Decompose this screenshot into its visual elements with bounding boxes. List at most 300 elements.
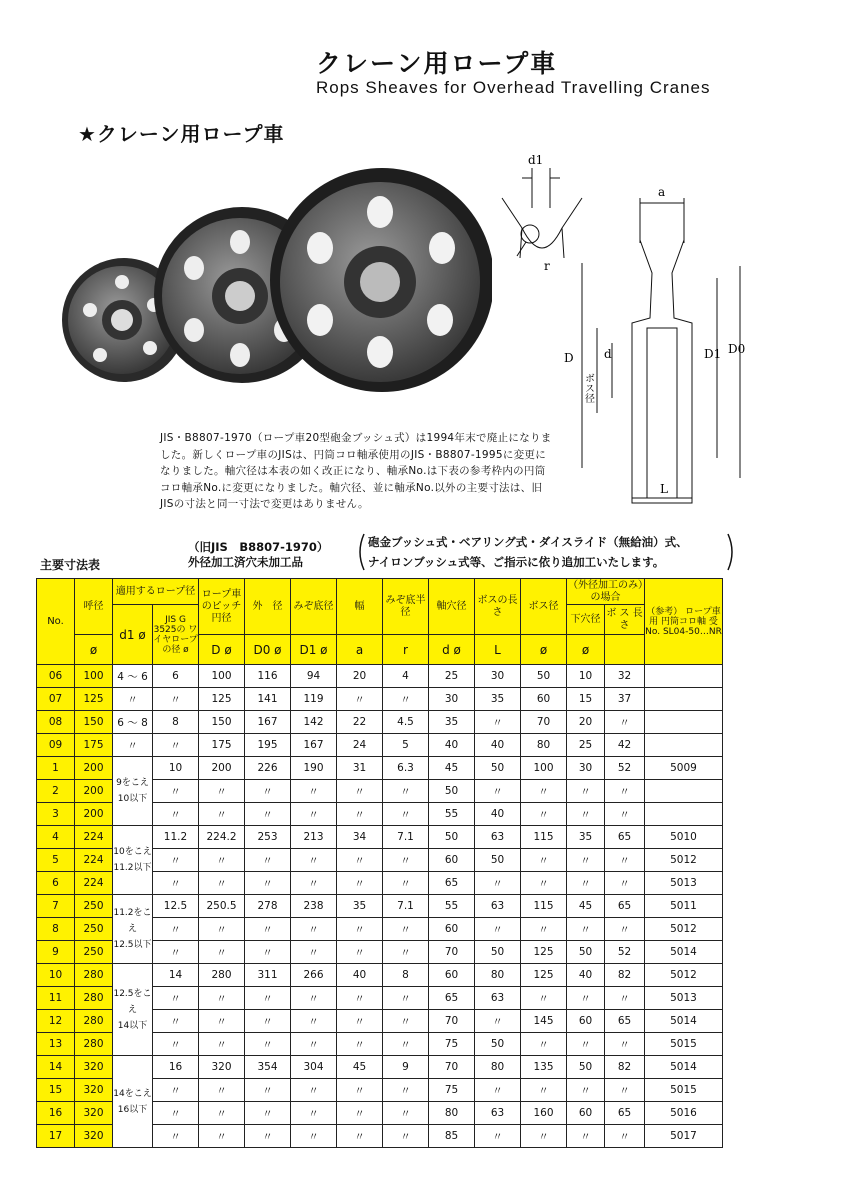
cell-ref: 5011 (645, 895, 723, 918)
cell-d1: 304 (291, 1056, 337, 1079)
cell-d: 60 (429, 849, 475, 872)
rope-range-lower: 12.5をこえ (113, 988, 152, 1015)
cell-l: 50 (475, 1033, 521, 1056)
cell-d1: 〃 (291, 872, 337, 895)
cell-a: 〃 (337, 1125, 383, 1148)
cell-ref: 5016 (645, 1102, 723, 1125)
cell-nominal: 320 (75, 1125, 113, 1148)
cell-no: 3 (37, 803, 75, 826)
cell-no: 11 (37, 987, 75, 1010)
cell-nominal: 280 (75, 1033, 113, 1056)
old-jis-line2: 外径加工済穴未加工品 (188, 555, 303, 569)
cell-d1: 〃 (291, 780, 337, 803)
cell-boss: 〃 (521, 918, 567, 941)
cell-pilot: 〃 (567, 872, 605, 895)
cell-boss: 125 (521, 964, 567, 987)
cell-rope-range (113, 964, 153, 1056)
cell-rope-range (113, 826, 153, 895)
cell-pilot: 〃 (567, 1125, 605, 1148)
cell-l: 〃 (475, 918, 521, 941)
cell-ref (645, 734, 723, 757)
header-nominal-sym: ø (75, 635, 113, 665)
cell-jis-wire: 12.5 (153, 895, 199, 918)
header-no: No. (37, 579, 75, 665)
cell-rope-d1: 6 ～ 8 (113, 711, 153, 734)
cell-d: 〃 (199, 1010, 245, 1033)
header-reference: （参考） ロープ車用 円筒コロ軸 受No. SL04-50…NR (645, 579, 723, 665)
cell-no: 14 (37, 1056, 75, 1079)
sheave-large (270, 168, 492, 392)
cell-d: 〃 (199, 849, 245, 872)
cell-jis-wire: 11.2 (153, 826, 199, 849)
cell-a: 24 (337, 734, 383, 757)
diagram-label-r: r (544, 259, 550, 273)
cell-d0: 〃 (245, 1125, 291, 1148)
cell-no: 5 (37, 849, 75, 872)
diagram-label-L: L (660, 482, 668, 496)
cell-jis-wire: 14 (153, 964, 199, 987)
header-outer-sym: D0 ø (245, 635, 291, 665)
cell-d0: 311 (245, 964, 291, 987)
cell-boss: 〃 (521, 1125, 567, 1148)
cell-a: 22 (337, 711, 383, 734)
table-row (37, 665, 723, 688)
cell-nominal: 175 (75, 734, 113, 757)
cell-r: 〃 (383, 1010, 429, 1033)
cell-blen: 〃 (605, 918, 645, 941)
cell-blen: 65 (605, 826, 645, 849)
cell-nominal: 280 (75, 1010, 113, 1033)
header-bore-sym: d ø (429, 635, 475, 665)
cell-boss: 〃 (521, 780, 567, 803)
cell-jis-wire: 〃 (153, 872, 199, 895)
cell-l: 40 (475, 803, 521, 826)
header-boss-length2: ボ ス 長 さ (605, 605, 645, 635)
cell-rope-range (113, 895, 153, 964)
cell-rope-range (113, 757, 153, 826)
cell-ref (645, 665, 723, 688)
cell-jis-wire: 〃 (153, 734, 199, 757)
cell-ref: 5010 (645, 826, 723, 849)
cell-a: 〃 (337, 780, 383, 803)
cell-blen: 〃 (605, 1033, 645, 1056)
cell-d: 35 (429, 711, 475, 734)
cell-d: 〃 (199, 1125, 245, 1148)
cell-l: 80 (475, 1056, 521, 1079)
table-row (37, 734, 723, 757)
rope-range-lower: 11.2をこえ (113, 908, 152, 934)
cell-pilot: 〃 (567, 803, 605, 826)
cell-boss: 〃 (521, 987, 567, 1010)
cell-d: 200 (199, 757, 245, 780)
cell-blen: 52 (605, 941, 645, 964)
cell-d: 75 (429, 1079, 475, 1102)
diagram-label-D0: D0 (728, 342, 746, 356)
diagram-label-d1: d1 (528, 153, 544, 167)
cell-boss: 〃 (521, 803, 567, 826)
cell-boss: 70 (521, 711, 567, 734)
cell-l: 〃 (475, 780, 521, 803)
table-row (37, 757, 723, 780)
cell-jis-wire: 〃 (153, 1102, 199, 1125)
cell-nominal: 320 (75, 1079, 113, 1102)
cell-blen: 〃 (605, 803, 645, 826)
cell-blen: 82 (605, 1056, 645, 1079)
cell-jis-wire: 〃 (153, 918, 199, 941)
cell-d0: 〃 (245, 1102, 291, 1125)
header-rope-d1: d1 ø (113, 605, 153, 665)
cell-d0: 253 (245, 826, 291, 849)
header-pitch: ロープ車のピッチ円径 (199, 579, 245, 635)
cell-d: 65 (429, 987, 475, 1010)
cell-no: 08 (37, 711, 75, 734)
cell-blen: 〃 (605, 872, 645, 895)
table-title: 主要寸法表 (40, 558, 101, 572)
cell-d0: 〃 (245, 1010, 291, 1033)
cell-nominal: 200 (75, 780, 113, 803)
cell-d: 250.5 (199, 895, 245, 918)
cell-l: 50 (475, 941, 521, 964)
cell-pilot: 15 (567, 688, 605, 711)
cell-blen: 52 (605, 757, 645, 780)
cell-d: 〃 (199, 918, 245, 941)
cell-pilot: 45 (567, 895, 605, 918)
cell-d0: 〃 (245, 849, 291, 872)
cell-pilot: 60 (567, 1102, 605, 1125)
old-jis-caption (188, 540, 328, 570)
cell-nominal: 150 (75, 711, 113, 734)
cell-pilot: 60 (567, 1010, 605, 1033)
cell-no: 06 (37, 665, 75, 688)
cell-r: 〃 (383, 849, 429, 872)
cell-nominal: 125 (75, 688, 113, 711)
cell-boss: 〃 (521, 849, 567, 872)
cell-boss: 160 (521, 1102, 567, 1125)
jis-revision-note: JIS・B8807-1970（ロープ車20型砲金ブッシュ式）は1994年末で廃止になりました。新しくロープ車のJISは、円筒コロ軸承使用のJIS・B8807-1995に変更になりました。軸穴径は本表の如く改正になり、軸承No.は下表の参考枠内の円筒コロ軸承No.に変更になりました。軸穴径、並に軸承No.以外の主要寸法は、旧JISの寸法と同一寸法で変更はありません。 (160, 432, 552, 510)
cell-r: 6.3 (383, 757, 429, 780)
cell-ref: 5014 (645, 1010, 723, 1033)
cell-d1: 〃 (291, 1102, 337, 1125)
cell-a: 〃 (337, 1010, 383, 1033)
cell-nominal: 250 (75, 895, 113, 918)
rope-sheaves-photo (62, 160, 492, 430)
cell-d1: 167 (291, 734, 337, 757)
cell-d: 50 (429, 826, 475, 849)
cell-no: 1 (37, 757, 75, 780)
cell-a: 35 (337, 895, 383, 918)
cell-nominal: 100 (75, 665, 113, 688)
header-boss-length: ボスの長さ (475, 579, 521, 635)
cell-pilot: 40 (567, 964, 605, 987)
cell-d: 125 (199, 688, 245, 711)
header-width-sym: a (337, 635, 383, 665)
cell-nominal: 280 (75, 964, 113, 987)
diagram-label-d: d (604, 347, 612, 361)
process-line1: 砲金ブッシュ式・ベアリング式・ダイスライド（無給油）式、 (368, 535, 688, 549)
cell-blen: 65 (605, 895, 645, 918)
cell-a: 31 (337, 757, 383, 780)
cell-boss: 〃 (521, 1033, 567, 1056)
cell-nominal: 250 (75, 941, 113, 964)
cell-d: 55 (429, 803, 475, 826)
cell-d0: 〃 (245, 780, 291, 803)
cell-l: 〃 (475, 711, 521, 734)
cell-d0: 141 (245, 688, 291, 711)
cell-d: 30 (429, 688, 475, 711)
cell-d: 280 (199, 964, 245, 987)
cell-blen: 〃 (605, 711, 645, 734)
cell-d0: 226 (245, 757, 291, 780)
cell-r: 〃 (383, 1079, 429, 1102)
cell-d1: 〃 (291, 1010, 337, 1033)
table-row (37, 1056, 723, 1079)
cell-d: 50 (429, 780, 475, 803)
header-boss-dia: ボス径 (521, 579, 567, 635)
cell-no: 13 (37, 1033, 75, 1056)
cell-l: 63 (475, 826, 521, 849)
cell-d0: 〃 (245, 1079, 291, 1102)
cell-l: 50 (475, 849, 521, 872)
cell-blen: 42 (605, 734, 645, 757)
cell-d1: 〃 (291, 1079, 337, 1102)
spec-table (36, 578, 723, 1148)
cell-l: 63 (475, 1102, 521, 1125)
cell-d1: 〃 (291, 1033, 337, 1056)
cell-boss: 〃 (521, 872, 567, 895)
cell-blen: 〃 (605, 1079, 645, 1102)
cell-blen: 〃 (605, 849, 645, 872)
cell-d: 100 (199, 665, 245, 688)
cell-ref: 5015 (645, 1033, 723, 1056)
cell-l: 〃 (475, 1010, 521, 1033)
cell-ref: 5017 (645, 1125, 723, 1148)
header-nominal: 呼径 (75, 579, 113, 635)
header-groove-radius: みぞ底半径 (383, 579, 429, 635)
cell-d0: 〃 (245, 1033, 291, 1056)
cell-ref (645, 803, 723, 826)
cell-no: 17 (37, 1125, 75, 1148)
cell-no: 16 (37, 1102, 75, 1125)
process-line2: ナイロンブッシュ式等、ご指示に依り追加工いたします。 (368, 555, 665, 569)
cell-rope-range (113, 1056, 153, 1148)
cell-a: 20 (337, 665, 383, 688)
cell-blen: 〃 (605, 1125, 645, 1148)
cell-r: 7.1 (383, 826, 429, 849)
cell-jis-wire: 〃 (153, 1079, 199, 1102)
cell-a: 〃 (337, 918, 383, 941)
cell-pilot: 50 (567, 1056, 605, 1079)
cell-jis-wire: 〃 (153, 803, 199, 826)
cell-d: 〃 (199, 1079, 245, 1102)
cell-l: 〃 (475, 1079, 521, 1102)
cell-d1: 213 (291, 826, 337, 849)
cell-d: 〃 (199, 872, 245, 895)
cell-d0: 〃 (245, 872, 291, 895)
header-pitch-sym: D ø (199, 635, 245, 665)
cell-r: 7.1 (383, 895, 429, 918)
cell-d0: 〃 (245, 941, 291, 964)
rope-range-upper: 12.5以下 (113, 940, 152, 950)
cell-d: 224.2 (199, 826, 245, 849)
cell-d1: 238 (291, 895, 337, 918)
cell-ref: 5009 (645, 757, 723, 780)
cell-nominal: 280 (75, 987, 113, 1010)
rope-range-upper: 14以下 (117, 1020, 148, 1031)
cell-d0: 195 (245, 734, 291, 757)
cell-jis-wire: 〃 (153, 688, 199, 711)
cell-d: 〃 (199, 1102, 245, 1125)
cell-no: 9 (37, 941, 75, 964)
cell-r: 5 (383, 734, 429, 757)
cell-d0: 354 (245, 1056, 291, 1079)
cell-boss: 80 (521, 734, 567, 757)
cell-l: 63 (475, 895, 521, 918)
cell-boss: 135 (521, 1056, 567, 1079)
diagram-label-D: D (564, 351, 574, 365)
cell-d: 40 (429, 734, 475, 757)
cell-ref: 5015 (645, 1079, 723, 1102)
cell-rope-d1: 4 ～ 6 (113, 665, 153, 688)
cell-ref (645, 711, 723, 734)
cell-r: 〃 (383, 918, 429, 941)
cell-boss: 50 (521, 665, 567, 688)
cell-d1: 〃 (291, 941, 337, 964)
cell-d0: 167 (245, 711, 291, 734)
cell-boss: 〃 (521, 1079, 567, 1102)
cell-no: 09 (37, 734, 75, 757)
spec-table-body (37, 665, 723, 1148)
table-row (37, 711, 723, 734)
cell-pilot: 30 (567, 757, 605, 780)
header-ext-group: （外径加工のみ）の場合 (568, 579, 643, 603)
cell-pilot: 〃 (567, 1033, 605, 1056)
cell-ref: 5014 (645, 941, 723, 964)
cell-nominal: 320 (75, 1056, 113, 1079)
table-row (37, 688, 723, 711)
cell-ref: 5014 (645, 1056, 723, 1079)
rope-range-lower: 14をこえ (113, 1088, 152, 1099)
cell-pilot: 〃 (567, 987, 605, 1010)
cell-r: 〃 (383, 872, 429, 895)
cell-pilot: 50 (567, 941, 605, 964)
cell-d: 55 (429, 895, 475, 918)
table-row (37, 826, 723, 849)
cell-blen: 〃 (605, 780, 645, 803)
cell-pilot: 〃 (567, 1079, 605, 1102)
header-groove-bottom-sym: D1 ø (291, 635, 337, 665)
cell-d1: 190 (291, 757, 337, 780)
cell-l: 30 (475, 665, 521, 688)
diagram-label-boss: ボス径 (582, 373, 594, 403)
cell-ref: 5013 (645, 872, 723, 895)
cell-d1: 〃 (291, 918, 337, 941)
cell-d0: 116 (245, 665, 291, 688)
page-subtitle-english: Rops Sheaves for Overhead Travelling Cranes (316, 78, 711, 97)
cell-no: 8 (37, 918, 75, 941)
cell-d: 75 (429, 1033, 475, 1056)
cell-jis-wire: 〃 (153, 1125, 199, 1148)
cell-d1: 〃 (291, 1125, 337, 1148)
cell-r: 4 (383, 665, 429, 688)
cell-nominal: 250 (75, 918, 113, 941)
cell-l: 40 (475, 734, 521, 757)
header-boss-length-sym: L (475, 635, 521, 665)
cell-l: 〃 (475, 1125, 521, 1148)
rope-range-upper: 16以下 (117, 1104, 148, 1115)
cell-rope-d1: 〃 (113, 734, 153, 757)
cell-ref (645, 780, 723, 803)
header-pilot-sym: ø (567, 635, 605, 665)
cell-d0: 278 (245, 895, 291, 918)
cell-d: 〃 (199, 780, 245, 803)
header-jis-wire: JIS G 3525の ワイヤロープの径 ø (153, 605, 199, 665)
cell-d: 〃 (199, 987, 245, 1010)
cell-pilot: 〃 (567, 918, 605, 941)
header-bore: 軸穴径 (429, 579, 475, 635)
cell-pilot: 〃 (567, 849, 605, 872)
cell-jis-wire: 6 (153, 665, 199, 688)
cell-a: 40 (337, 964, 383, 987)
cell-jis-wire: 〃 (153, 941, 199, 964)
cell-jis-wire: 〃 (153, 849, 199, 872)
cell-d: 80 (429, 1102, 475, 1125)
cell-pilot: 35 (567, 826, 605, 849)
cell-d1: 〃 (291, 803, 337, 826)
cell-a: 〃 (337, 1033, 383, 1056)
old-jis-line1: （旧JIS B8807-1970） (188, 540, 329, 554)
cell-r: 〃 (383, 941, 429, 964)
cell-l: 80 (475, 964, 521, 987)
cell-ref: 5012 (645, 964, 723, 987)
header-width: 幅 (337, 579, 383, 635)
cell-no: 12 (37, 1010, 75, 1033)
cell-pilot: 10 (567, 665, 605, 688)
table-row (37, 895, 723, 918)
cell-d1: 〃 (291, 987, 337, 1010)
cell-a: 〃 (337, 803, 383, 826)
cell-a: 〃 (337, 1079, 383, 1102)
cell-d0: 〃 (245, 918, 291, 941)
cell-ref: 5012 (645, 918, 723, 941)
cell-d: 320 (199, 1056, 245, 1079)
cell-d: 〃 (199, 803, 245, 826)
cell-nominal: 224 (75, 826, 113, 849)
cell-blen: 32 (605, 665, 645, 688)
cell-a: 〃 (337, 849, 383, 872)
cell-blen: 82 (605, 964, 645, 987)
cell-r: 〃 (383, 987, 429, 1010)
cell-no: 07 (37, 688, 75, 711)
cell-d: 60 (429, 918, 475, 941)
cell-boss: 125 (521, 941, 567, 964)
cell-r: 〃 (383, 688, 429, 711)
cell-r: 〃 (383, 1125, 429, 1148)
section-heading: ★クレーン用ロープ車 (78, 122, 285, 146)
cell-r: 〃 (383, 780, 429, 803)
cell-d: 〃 (199, 1033, 245, 1056)
cell-jis-wire: 16 (153, 1056, 199, 1079)
cell-blen: 65 (605, 1102, 645, 1125)
cell-a: 〃 (337, 688, 383, 711)
rope-range-lower: 9をこえ (116, 778, 149, 788)
cell-d0: 〃 (245, 987, 291, 1010)
page-title: クレーン用ロープ車 (316, 49, 558, 78)
cell-pilot: 25 (567, 734, 605, 757)
cell-d1: 〃 (291, 849, 337, 872)
cell-blen: 〃 (605, 987, 645, 1010)
cell-d: 25 (429, 665, 475, 688)
cell-a: 34 (337, 826, 383, 849)
